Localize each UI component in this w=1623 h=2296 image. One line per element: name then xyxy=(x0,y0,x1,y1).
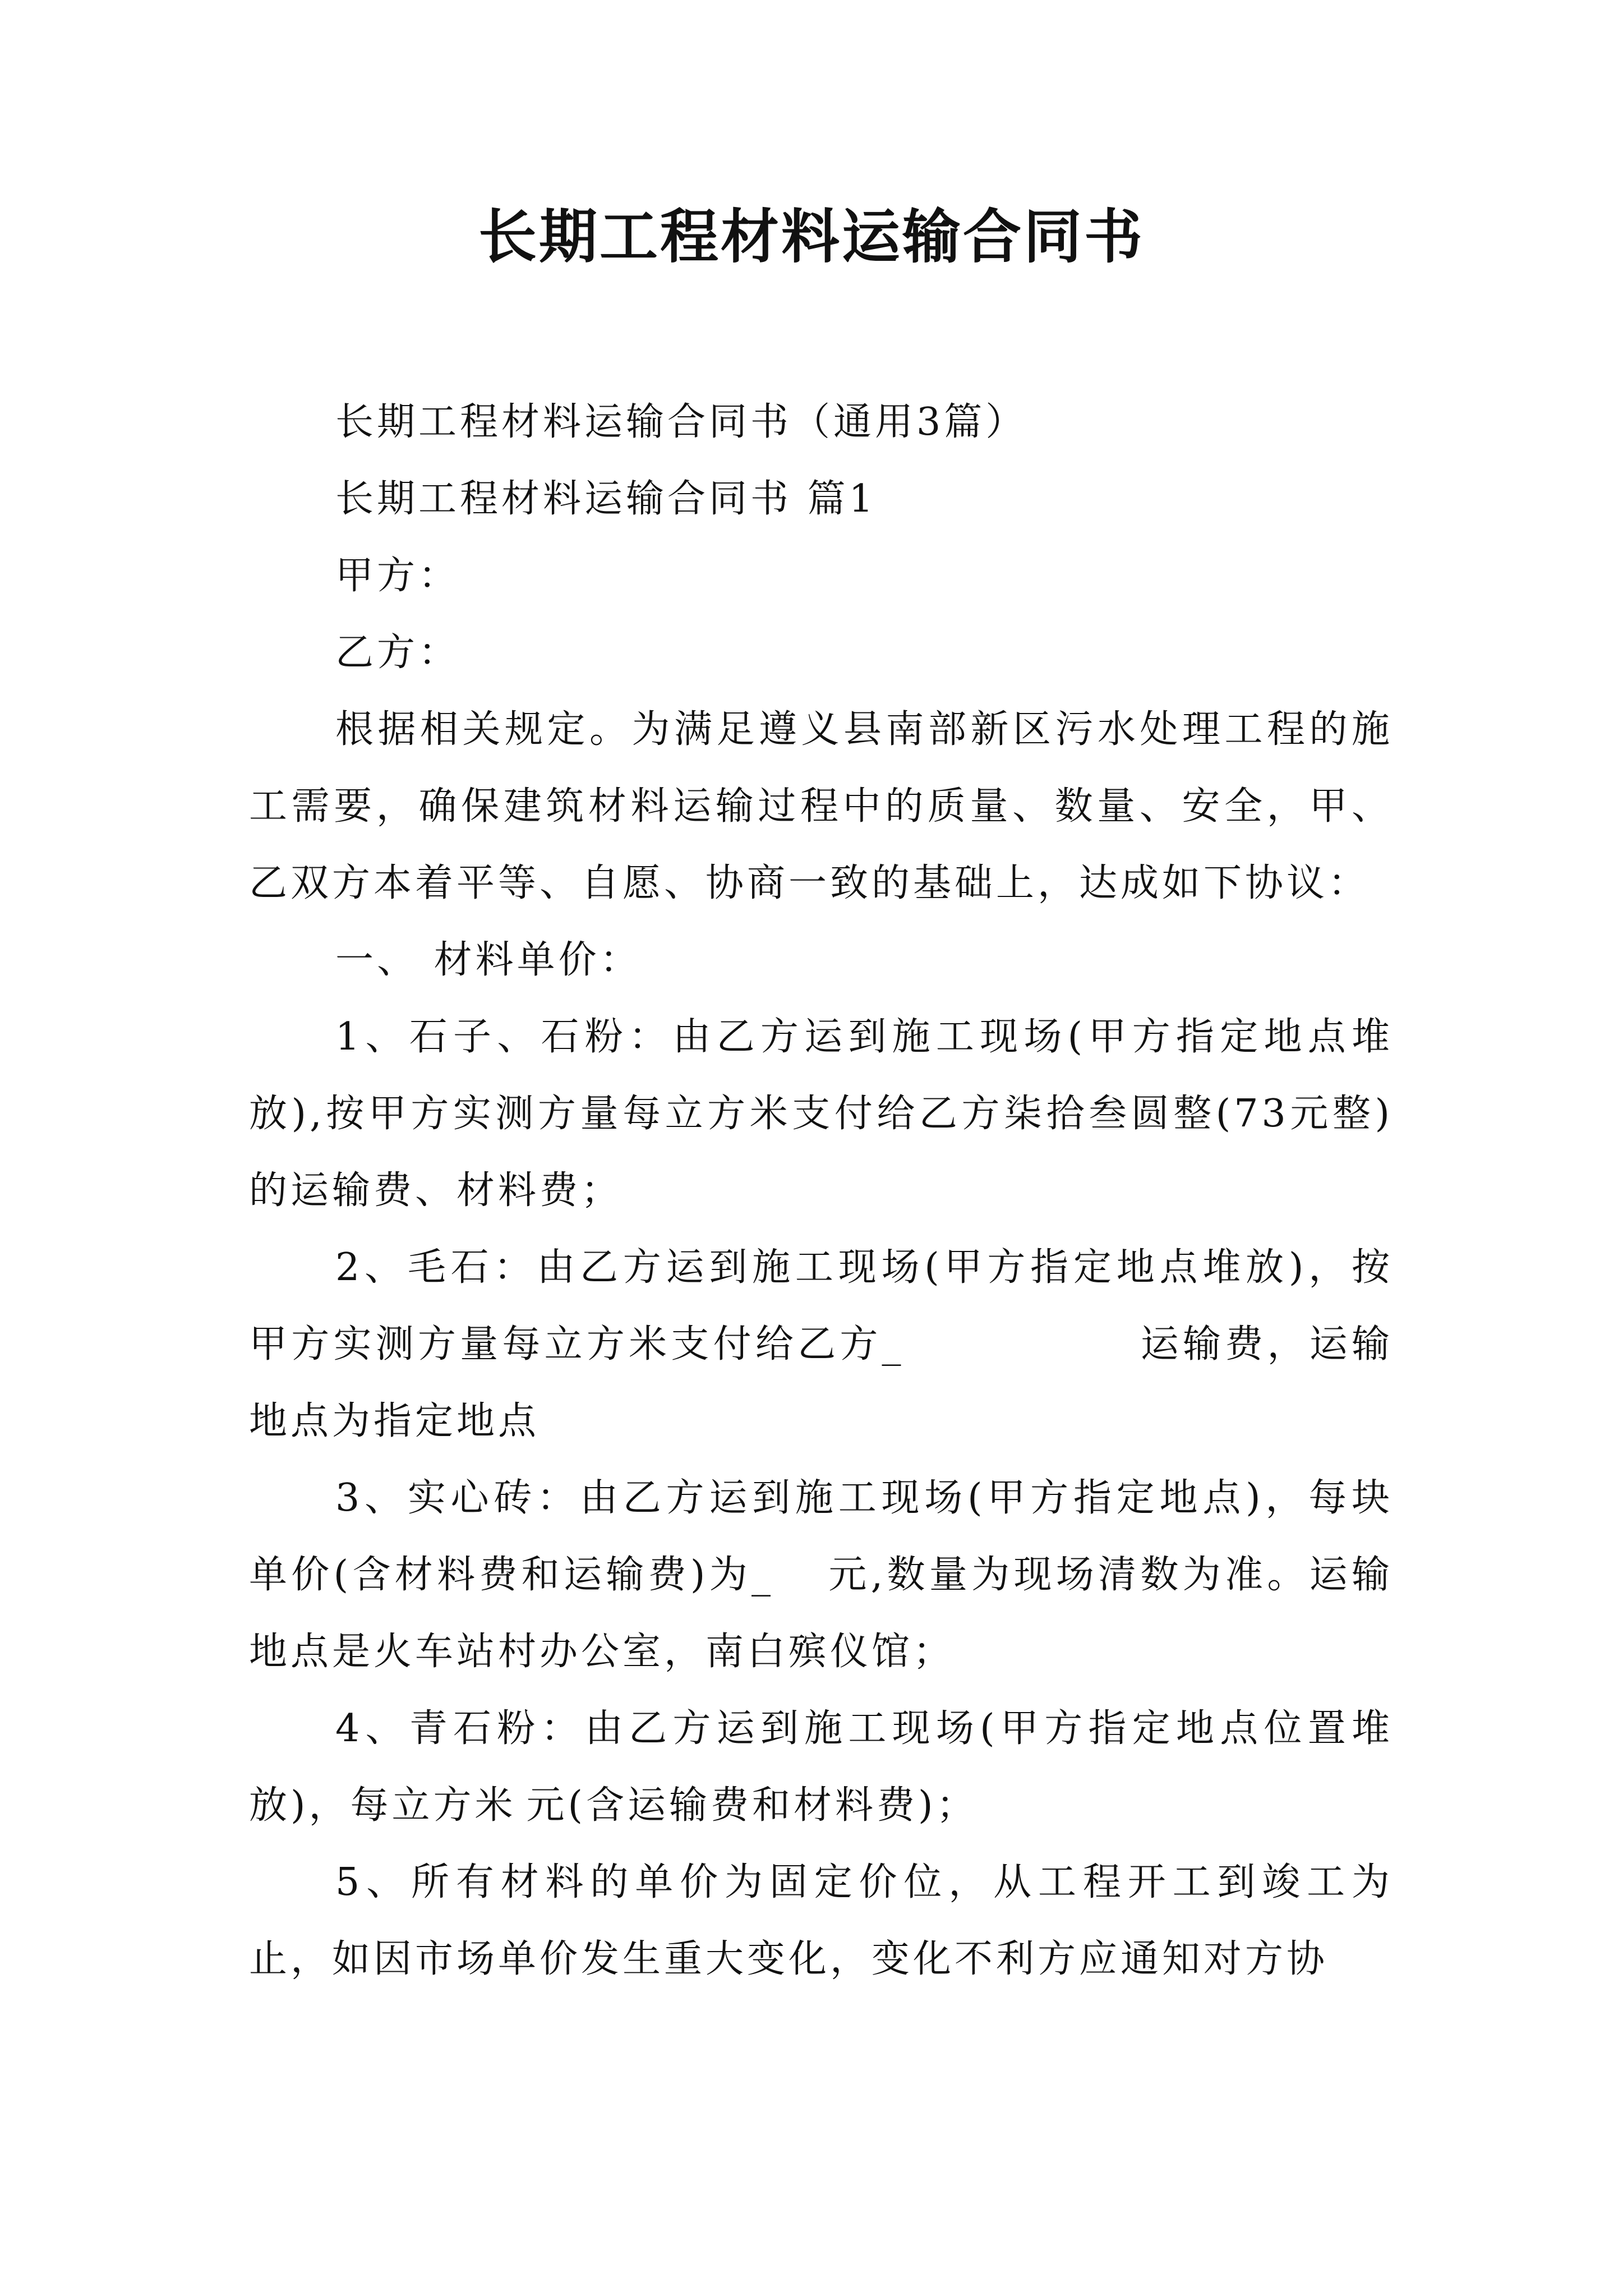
clause-3-text-before-blank: 3、实心砖：由乙方运到施工现场(甲方指定地点)，每块单价(含材料费和运输费)为_ xyxy=(249,1476,1393,1597)
section-heading-material-price: 一、 材料单价： xyxy=(335,938,642,982)
party-b-line: 乙方： xyxy=(335,631,460,675)
document-title: 长期工程材料运输合同书 xyxy=(478,202,1145,271)
document-body xyxy=(249,384,1393,1998)
party-a-line: 甲方： xyxy=(335,554,460,598)
clause-3-solid-brick xyxy=(249,1460,1393,1690)
clause-4-text-before-blank: 4、青石粉：由乙方运到施工现场(甲方指定地点位置堆放)，每立方米 xyxy=(249,1706,1393,1828)
clause-1-gravel: 1、石子、石粉：由乙方运到施工现场(甲方指定地点堆放),按甲方实测方量每立方米支付给乙方柒拾叁圆整(73元整)的运输费、材料费； xyxy=(249,1015,1393,1213)
subtitle-paragraph: 长期工程材料运输合同书（通用3篇） xyxy=(335,400,1027,444)
clause-2-text-after-blank: 运输费，运输地点为指定地点 xyxy=(249,1322,1393,1443)
clause-3-text-after-blank: 元,数量为现场清数为准。运输地点是火车站村办公室，南白殡仪馆； xyxy=(249,1553,1393,1674)
chapter-heading: 长期工程材料运输合同书 篇1 xyxy=(335,477,877,521)
clause-2-rubble xyxy=(249,1229,1393,1460)
clause-4-stone-powder xyxy=(249,1690,1393,1844)
clause-2-text-before-blank: 2、毛石：由乙方运到施工现场(甲方指定地点堆放)，按甲方实测方量每立方米支付给乙方_ xyxy=(249,1245,1393,1366)
clause-5-fixed-price: 5、所有材料的单价为固定价位，从工程开工到竣工为止，如因市场单价发生重大变化，变化不利方应通知对方协 xyxy=(249,1860,1393,1981)
clause-4-text-after-blank: 元(含运输费和材料费)； xyxy=(526,1783,978,1828)
intro-paragraph: 根据相关规定。为满足遵义县南部新区污水处理工程的施工需要，确保建筑材料运输过程中的质量、数量、安全，甲、乙双方本着平等、自愿、协商一致的基础上，达成如下协议： xyxy=(249,707,1393,905)
